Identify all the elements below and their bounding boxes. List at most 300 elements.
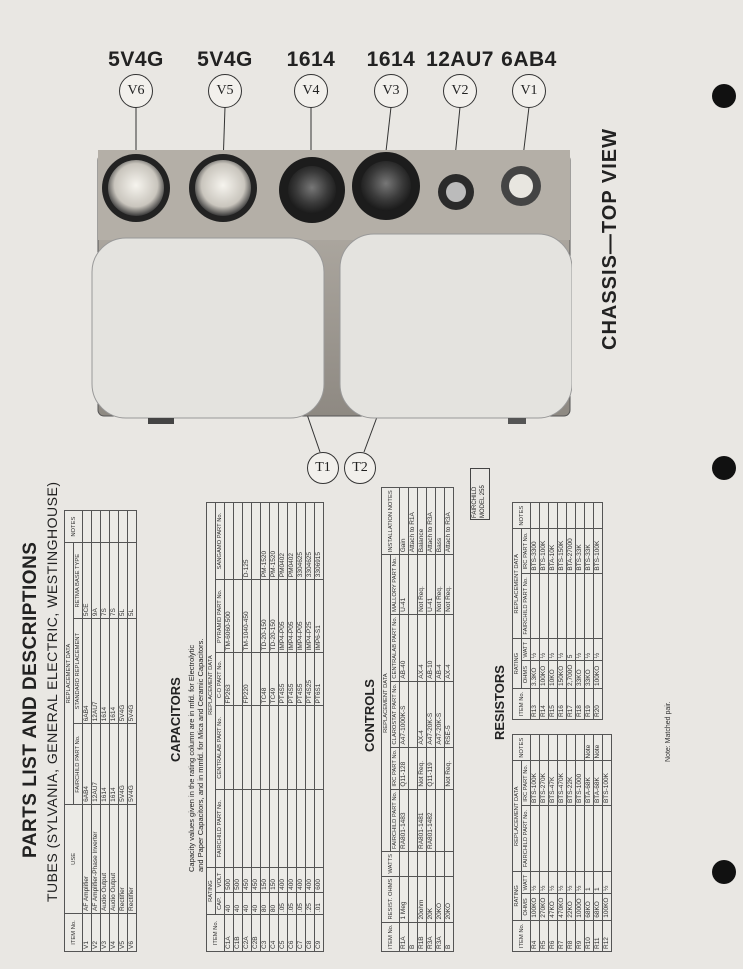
table-cell: FP263: [225, 653, 234, 706]
col-header: CAP.: [216, 892, 225, 914]
table-cell: 470KO: [558, 894, 567, 921]
tubes-table: [64, 510, 137, 952]
col-header: WATT: [522, 872, 531, 894]
table-cell: [225, 503, 234, 580]
table-cell: 20KO: [436, 876, 445, 922]
table-cell: C1A: [225, 915, 234, 952]
table-cell: [531, 503, 540, 529]
tube-ref-circle: V1: [512, 74, 546, 108]
table-cell: 1614: [101, 619, 110, 724]
group-header: REPLACEMENT DATA: [382, 555, 391, 852]
table-cell: C7: [297, 915, 306, 952]
table-cell: 400: [288, 868, 297, 893]
model-line1: FAIRCHILD: [472, 486, 478, 518]
group-header: REPLACEMENT DATA: [207, 503, 216, 868]
table-cell: .05: [288, 892, 297, 914]
table-cell: TM-1040-450: [243, 580, 252, 653]
table-cell: C8: [306, 915, 315, 952]
table-cell: R19: [585, 688, 594, 719]
table-cell: [558, 806, 567, 872]
col-header: RESIST. OHMS: [382, 876, 400, 922]
table-cell: ½: [549, 872, 558, 894]
col-header: OHMS: [522, 661, 531, 689]
table-cell: FP220: [243, 653, 252, 706]
col-header: ITEM No.: [207, 915, 225, 952]
table-cell: [252, 503, 261, 580]
table-cell: R7: [558, 920, 567, 951]
table-cell: ½: [576, 872, 585, 894]
col-header: USE: [65, 804, 83, 913]
transformer-ref-circle: T2: [344, 452, 376, 484]
table-cell: 68KO: [585, 894, 594, 921]
table-cell: Rectifier: [119, 804, 128, 913]
table-cell: 150KO: [558, 661, 567, 689]
table-cell: [243, 790, 252, 868]
table-cell: 9A: [92, 543, 101, 619]
table-cell: BTS-3300: [531, 529, 540, 573]
table-cell: R10: [585, 920, 594, 951]
parts-list-title: PARTS LIST AND DESCRIPTIONS: [20, 541, 41, 858]
tube-ref-circle: V2: [443, 74, 477, 108]
table-cell: ½: [549, 639, 558, 661]
table-cell: TM-6060-500: [225, 580, 234, 653]
table-cell: IMP4-P05: [288, 580, 297, 653]
col-header: NOTES: [65, 511, 83, 543]
col-header: FAIRCHILD PART No.: [522, 806, 531, 872]
table-cell: [540, 735, 549, 762]
table-cell: 100KO: [540, 661, 549, 689]
table-cell: [261, 706, 270, 790]
col-header: FAIRCHILD PART No.: [522, 573, 531, 639]
capacitors-table: [206, 502, 324, 952]
group-header: REPLACEMENT DATA: [513, 529, 522, 639]
col-header: FAIRCHILD PART No.: [216, 790, 225, 868]
table-cell: [540, 573, 549, 639]
table-row: [576, 735, 585, 952]
table-cell: 40: [243, 892, 252, 914]
table-cell: RA801-1481: [418, 789, 427, 851]
resistors-table-left: [512, 734, 612, 952]
table-cell: [409, 614, 418, 681]
tube-ref-circle: V5: [208, 74, 242, 108]
table-cell: [234, 580, 243, 653]
table-cell: Attach to R3A: [445, 488, 454, 555]
table-cell: [409, 681, 418, 747]
col-header: STANDARD REPLACEMENT: [74, 619, 83, 724]
table-cell: [594, 806, 603, 872]
table-cell: 3306915: [315, 503, 324, 580]
tube-ref-circle: V3: [374, 74, 408, 108]
table-cell: [252, 706, 261, 790]
table-cell: [234, 706, 243, 790]
table-cell: U-41: [400, 555, 409, 615]
table-row: [594, 503, 603, 720]
table-row: [594, 735, 603, 952]
table-cell: R3A: [427, 922, 436, 951]
table-cell: C5: [279, 915, 288, 952]
table-row: [110, 511, 119, 952]
rating-header: RATING: [513, 872, 522, 921]
table-cell: [531, 573, 540, 639]
table-cell: [261, 790, 270, 868]
table-cell: [549, 735, 558, 762]
table-cell: [549, 503, 558, 529]
table-cell: [279, 706, 288, 790]
table-cell: [92, 511, 101, 543]
table-cell: [436, 789, 445, 851]
table-cell: C6: [288, 915, 297, 952]
table-cell: [558, 735, 567, 762]
table-row: [540, 503, 549, 720]
table-cell: R12: [603, 920, 612, 951]
table-cell: [576, 503, 585, 529]
col-header: RETMA BASE TYPE: [74, 543, 83, 619]
table-cell: IMP4-P05: [297, 580, 306, 653]
table-cell: [549, 806, 558, 872]
table-cell: R4: [531, 920, 540, 951]
tube-type-label: 5V4G: [197, 48, 253, 71]
table-cell: C1B: [234, 915, 243, 952]
table-row: [531, 735, 540, 952]
table-cell: BTA-68K: [594, 761, 603, 806]
table-cell: [549, 573, 558, 639]
table-cell: C3: [261, 915, 270, 952]
table-cell: R1A: [400, 922, 409, 951]
table-cell: V6: [128, 913, 137, 951]
table-cell: Attach to R3A: [427, 488, 436, 555]
table-cell: 33KO: [585, 661, 594, 689]
table-cell: 20ohm: [418, 876, 427, 922]
table-cell: AF Amplifier-Phase Inverter: [92, 804, 101, 913]
table-cell: [576, 573, 585, 639]
table-cell: PT6S1: [315, 653, 324, 706]
table-row: [243, 503, 252, 952]
table-cell: 5V4G: [119, 619, 128, 724]
table-cell: 3304625: [306, 503, 315, 580]
table-row: [270, 503, 279, 952]
table-row: [603, 735, 612, 952]
tube-type-label: 1614: [366, 48, 416, 71]
table-row: [409, 488, 418, 952]
resistors-note: Note: Matched pair.: [665, 701, 672, 762]
table-cell: AB-10: [427, 614, 436, 681]
table-cell: [567, 503, 576, 529]
table-cell: ½: [558, 639, 567, 661]
table-cell: Not Req.: [418, 555, 427, 615]
table-cell: [445, 789, 454, 851]
model-box: [470, 468, 490, 520]
table-cell: 6AB4: [83, 619, 92, 724]
table-cell: TD-20-150: [261, 580, 270, 653]
table-cell: Attach to R1A: [409, 488, 418, 555]
table-cell: [234, 790, 243, 868]
capacitors-table-body: [225, 503, 324, 952]
table-cell: 1614: [101, 724, 110, 804]
table-row: [297, 503, 306, 952]
table-cell: RA801-1483: [400, 789, 409, 851]
table-cell: AF Amplifier: [83, 804, 92, 913]
table-cell: [567, 806, 576, 872]
col-header: INSTALLATION NOTES: [382, 488, 400, 555]
table-cell: AX-4: [418, 681, 427, 747]
table-cell: C2B: [252, 915, 261, 952]
table-cell: IMP6-S1: [315, 580, 324, 653]
table-cell: Not Req.: [418, 747, 427, 789]
table-cell: Gain: [400, 488, 409, 555]
col-header: VOLT: [216, 868, 225, 893]
col-header: IRC PART No.: [391, 747, 400, 789]
table-cell: R1B: [418, 922, 427, 951]
tube-ref-circle: V4: [294, 74, 328, 108]
table-row: [558, 735, 567, 952]
table-cell: [288, 790, 297, 868]
table-cell: PT4S5: [279, 653, 288, 706]
table-cell: A47-20K-S: [427, 681, 436, 747]
table-cell: 2,700O: [567, 661, 576, 689]
table-cell: R17: [567, 688, 576, 719]
controls-table-body: [400, 488, 454, 952]
model-line2: MODEL 255: [480, 485, 486, 518]
capacitors-note: and Paper Capacitors, and in mmfd. for Mica and Ceramic Capacitors.: [196, 638, 205, 872]
col-header: WATT: [522, 639, 531, 661]
table-cell: PT4S5: [288, 653, 297, 706]
table-cell: C9: [315, 915, 324, 952]
group-header: REPLACEMENT DATA: [65, 543, 74, 805]
tubes-table-body: [83, 511, 137, 952]
table-cell: PM0402: [279, 503, 288, 580]
table-cell: V2: [92, 913, 101, 951]
resistors-left-body: [531, 735, 612, 952]
table-cell: ½: [531, 872, 540, 894]
table-cell: 1: [585, 872, 594, 894]
table-cell: AX-4: [418, 614, 427, 681]
table-cell: U-41: [427, 555, 436, 615]
table-cell: AX-4: [445, 614, 454, 681]
table-row: [119, 511, 128, 952]
table-cell: BTS-270K: [540, 761, 549, 806]
transformer-ref-circle: T1: [307, 452, 339, 484]
table-cell: 80: [261, 892, 270, 914]
table-cell: 80: [270, 892, 279, 914]
table-cell: [576, 806, 585, 872]
table-cell: R20: [594, 688, 603, 719]
controls-table: [381, 487, 454, 952]
table-cell: 400: [297, 868, 306, 893]
table-cell: [603, 735, 612, 762]
table-cell: Rectifier: [128, 804, 137, 913]
table-cell: ½: [540, 872, 549, 894]
table-cell: [445, 851, 454, 876]
table-cell: C2A: [243, 915, 252, 952]
table-row: [315, 503, 324, 952]
table-cell: IMP4-P25: [306, 580, 315, 653]
table-cell: Not Req.: [436, 555, 445, 615]
table-cell: Not Req.: [445, 747, 454, 789]
table-cell: IMP4-P05: [279, 580, 288, 653]
table-cell: [400, 851, 409, 876]
table-cell: ½: [576, 639, 585, 661]
tubes-section-title: TUBES (SYLVANIA, GENERAL ELECTRIC, WESTINGHOUSE): [44, 481, 60, 902]
binder-hole: [712, 456, 736, 480]
table-cell: BTS-100K: [603, 761, 612, 806]
table-cell: [270, 790, 279, 868]
table-cell: [409, 851, 418, 876]
table-cell: AB-4: [436, 614, 445, 681]
table-row: [101, 511, 110, 952]
table-cell: ½: [603, 872, 612, 894]
col-header: PYRAMID PART No.: [216, 580, 225, 653]
table-cell: B: [409, 922, 418, 951]
table-cell: .05: [297, 892, 306, 914]
table-cell: 1: [594, 872, 603, 894]
col-header: FAIRCHILD PART No.: [74, 724, 83, 804]
resistors-title: RESISTORS: [492, 665, 507, 740]
table-row: [279, 503, 288, 952]
table-cell: R14: [540, 688, 549, 719]
col-header: NOTES: [513, 735, 531, 762]
table-cell: BTA-27000: [567, 529, 576, 573]
table-cell: [418, 851, 427, 876]
table-cell: V5: [119, 913, 128, 951]
binder-hole: [712, 84, 736, 108]
table-row: [567, 503, 576, 720]
table-cell: [436, 851, 445, 876]
table-cell: BTA-68K: [585, 761, 594, 806]
table-row: [540, 735, 549, 952]
table-cell: ½: [594, 639, 603, 661]
table-cell: 5V4G: [128, 724, 137, 804]
tube-type-label: 6AB4: [501, 48, 557, 71]
table-cell: .05: [279, 892, 288, 914]
col-header: ITEM No.: [513, 920, 531, 951]
capacitors-title: CAPACITORS: [168, 677, 183, 762]
table-cell: 150: [261, 868, 270, 893]
table-cell: R15: [549, 688, 558, 719]
chassis-title: CHASSIS—TOP VIEW: [599, 128, 621, 350]
table-cell: Balance: [418, 488, 427, 555]
table-cell: PM0402: [288, 503, 297, 580]
table-cell: TC48: [261, 653, 270, 706]
table-row: [436, 488, 445, 952]
table-cell: [409, 555, 418, 615]
table-row: [549, 735, 558, 952]
table-cell: [594, 573, 603, 639]
col-header: NOTES: [513, 503, 531, 529]
table-cell: 100KO: [603, 894, 612, 921]
table-cell: BTS-100K: [540, 529, 549, 573]
table-cell: 68KO: [594, 894, 603, 921]
table-cell: 7S: [110, 543, 119, 619]
col-header: IRC PART No.: [522, 761, 531, 806]
table-cell: V1: [83, 913, 92, 951]
table-cell: 10KO: [549, 661, 558, 689]
tube-type-label: 5V4G: [108, 48, 164, 71]
table-cell: [576, 735, 585, 762]
table-cell: 400: [279, 868, 288, 893]
table-cell: 5V4G: [128, 619, 137, 724]
table-cell: Note: [594, 735, 603, 762]
table-cell: 3304625: [297, 503, 306, 580]
table-cell: R3A: [436, 922, 445, 951]
table-cell: BTS-100K: [594, 529, 603, 573]
resistors-table-right: [512, 502, 603, 720]
table-cell: [585, 573, 594, 639]
table-cell: BTA-10K: [549, 529, 558, 573]
table-cell: 5L: [128, 543, 137, 619]
table-cell: R9: [576, 920, 585, 951]
table-cell: RSE-5: [445, 681, 454, 747]
col-header: ITEM No.: [65, 913, 83, 951]
table-cell: 33KO: [576, 661, 585, 689]
table-cell: 500: [225, 868, 234, 893]
col-header: CENTRALAB PART No.: [216, 706, 225, 790]
resistors-right-body: [531, 503, 603, 720]
table-row: [128, 511, 137, 952]
table-row: [585, 735, 594, 952]
table-cell: 500: [234, 868, 243, 893]
table-row: [306, 503, 315, 952]
table-cell: 1000O: [576, 894, 585, 921]
table-row: [418, 488, 427, 952]
table-cell: [234, 503, 243, 580]
table-row: [427, 488, 436, 952]
table-cell: Bass: [436, 488, 445, 555]
table-cell: ½: [531, 639, 540, 661]
table-cell: V3: [101, 913, 110, 951]
table-cell: 100KO: [531, 894, 540, 921]
table-row: [234, 503, 243, 952]
col-header: CLAROSTAT PART No.: [391, 681, 400, 747]
capacitors-note: Capacity values given in the rating column are in mfd. for Electrolytic: [187, 644, 196, 872]
table-row: [400, 488, 409, 952]
table-cell: 20KO: [445, 876, 454, 922]
table-row: [92, 511, 101, 952]
table-cell: [128, 511, 137, 543]
table-cell: [531, 735, 540, 762]
table-cell: [83, 511, 92, 543]
table-cell: R16: [558, 688, 567, 719]
table-cell: 22KO: [567, 894, 576, 921]
table-cell: Audio Output: [101, 804, 110, 913]
table-cell: Q11-119: [427, 747, 436, 789]
controls-title: CONTROLS: [362, 679, 377, 752]
table-cell: [603, 806, 612, 872]
table-cell: [110, 511, 119, 543]
table-cell: ½: [567, 872, 576, 894]
col-header: FAIRCHILD PART No.: [391, 789, 400, 851]
table-cell: R5: [540, 920, 549, 951]
table-cell: [558, 503, 567, 529]
table-cell: R18: [576, 688, 585, 719]
table-cell: R11: [594, 920, 603, 951]
table-cell: 100KO: [594, 661, 603, 689]
col-header: IRC PART No.: [522, 529, 531, 573]
rating-header: RATING: [513, 639, 522, 689]
table-row: [558, 503, 567, 720]
table-row: [549, 503, 558, 720]
table-cell: 5V4G: [119, 724, 128, 804]
table-cell: TD-20-150: [270, 580, 279, 653]
table-cell: 1614: [110, 619, 119, 724]
table-cell: BTS-22K: [567, 761, 576, 806]
table-cell: 450: [252, 868, 261, 893]
col-header: ITEM No.: [513, 688, 531, 719]
table-cell: [252, 790, 261, 868]
table-cell: BTS-33K: [585, 529, 594, 573]
table-cell: BTS-150K: [558, 529, 567, 573]
tube-ref-circle: V6: [119, 74, 153, 108]
table-cell: [436, 747, 445, 789]
